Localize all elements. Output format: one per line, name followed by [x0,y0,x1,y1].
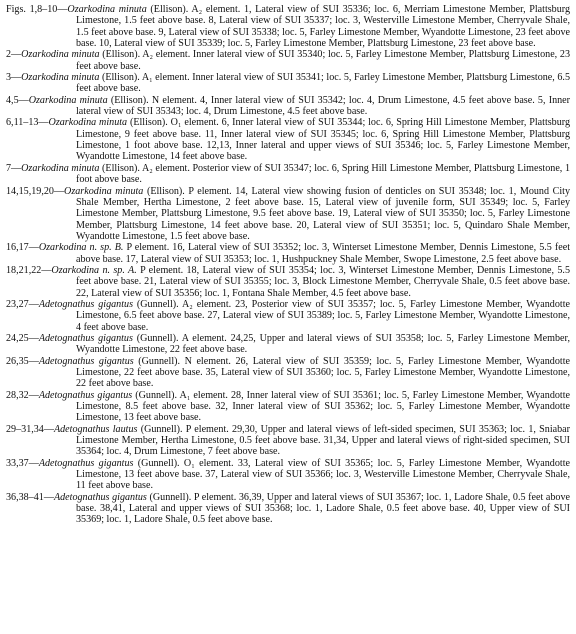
caption-text: (Gunnell). P element. 29,30, Upper and lateral views of left-sided specimen, SUI 35363; loc. 1, Sniabar Limestone Member, Hertha Limestone, 0.5 feet above base. 31,34, Upper and lateral views of right-sided specimen, SUI 35364; loc. 4, Drum Limestone, 7 feet above base. [76,423,571,458]
figure-numbers: 7— [6,162,22,174]
caption-entry-33-37 [6,458,570,492]
caption-entry-18-21-22 [6,265,570,299]
species-name: Ozarkodina n. sp. A. [51,264,137,276]
caption-entry-28-32 [6,390,570,424]
species-name: Adetognathus gigantus [38,355,134,367]
caption-text: (Ellison). A₂ element. Posterior view of SUI 35347; loc. 6, Spring Hill Limestone Member, Plattsburg Limestone, 1 foot above base. [76,162,570,186]
figure-numbers: 6,11–13— [6,117,49,129]
caption-entry-6-11-13 [6,117,570,162]
species-name: Ozarkodina minuta [21,49,100,61]
caption-text: (Gunnell). A element. 24,25, Upper and lateral views of SUI 35358; loc. 5, Farley Limestone Member, Wyandotte Limestone, 22 feet above base. [76,332,570,356]
caption-entry-23-27 [6,299,570,333]
species-name: Ozarkodina minuta [28,94,108,106]
caption-text: (Ellison). N element. 4, Inner lateral view of SUI 35342; loc. 4, Drum Limestone, 4.5 feet above base. 5, Inner lateral view of SUI 35343; loc. 4, Drum Limestone, 4.5 feet above base. [76,94,571,118]
species-name: Adetognathus gigantus [38,298,133,310]
caption-text: (Ellison). A₂ element. Inner lateral view of SUI 35340; loc. 5, Farley Limestone Member, Plattsburg Limestone, 23 feet above base. [76,49,570,72]
caption-text: P element. 16, Lateral view of SUI 35352; loc. 3, Winterset Limestone Member, Dennis Limestone, 5.5 feet above base. 17, Lateral view of SUI 35353; loc. 1, Hushpuckney Shale Member, Swope Limestone, 2.5 feet above base. [76,242,570,265]
caption-text: (Gunnell). A₂ element. 23, Posterior view of SUI 35357; loc. 5, Farley Limestone Member, Wyandotte Limestone, 6.5 feet above base. 27, Lateral view of SUI 35389; loc. 5, Farley Limestone Member, Wyandotte Limestone, 4 feet above base. [76,298,570,333]
figure-numbers: 33,37— [6,457,39,469]
figure-numbers: Figs. 1,8–10— [6,4,68,15]
caption-text: (Gunnell). N element. 26, Lateral view of SUI 35359; loc. 5, Farley Limestone Member, Wyandotte Limestone, 22 feet above base. 35, Lateral view of SUI 35360; loc. 5, Farley Limestone Member, Wyandotte Limestone, 22 feet above base. [76,355,570,390]
caption-text: (Ellison). O₁ element. 6, Inner lateral view of SUI 35344; loc. 6, Spring Hill Limestone Member, Plattsburg Limestone, 9 feet above base. 11, Inner lateral view of SUI 35345; loc. 6, Spring Hill Limestone Member, Plattsburg Limestone, 1 foot above base. 12,13, Inner lateral and upper views of SUI 35346; loc. 5, Farley Limestone Member, Wyandotte Limestone, 14 feet above base. [76,117,570,163]
caption-entry-29-31-34 [6,424,570,458]
species-name: Ozarkodina minuta [21,162,100,174]
caption-entry-26-35 [6,356,570,390]
caption-entry-3 [6,72,570,95]
species-name: Adetognathus gigantus [38,332,133,344]
caption-entry-24-25 [6,333,570,356]
caption-entry-14-15-19-20 [6,186,570,243]
caption-text: (Ellison). A₁ element. Inner lateral view of SUI 35341; loc. 5, Farley Limestone Member, Plattsburg Limestone, 6.5 feet above base. [76,72,570,95]
figure-numbers: 3— [6,72,22,84]
species-name: Ozarkodina minuta [64,185,144,197]
figure-numbers: 28,32— [6,389,39,401]
caption-text: (Gunnell). A₁ element. 28, Inner lateral view of SUI 35361; loc. 5, Farley Limestone Member, Wyandotte Limestone, 8.5 feet above base. 32, Inner lateral view of SUI 35362; loc. 5, Farley Limestone Member, Wyandotte Limestone, 13 feet above base. [76,389,571,424]
caption-text: P element. 18, Lateral view of SUI 35354; loc. 3, Winterset Limestone Member, Dennis Limestone, 5.5 feet above base. 21, Lateral view of SUI 35355; loc. 3, Block Limestone Member, Cherryvale Shale, 0.5 feet above base. 22, Lateral view of SUI 35356; loc. 1, Fontana Shale Member, 4.5 feet above base. [76,264,570,299]
figure-numbers: 14,15,19,20— [6,185,65,197]
figure-numbers: 4,5— [6,94,29,106]
species-name: Ozarkodina minuta [48,117,128,129]
species-name: Ozarkodina n. sp. B. [38,242,124,254]
figure-numbers: 29–31,34— [6,423,54,435]
caption-text: (Gunnell). O₁ element. 33, Lateral view of SUI 35365; loc. 5, Farley Limestone Member, Wyandotte Limestone, 13 feet above base. 37, Lateral view of SUI 35366; loc. 3, Westerville Limestone Member, Cherryvale Shale, 11 feet above base. [76,457,570,492]
species-name: Ozarkodina minuta [67,4,147,15]
species-name: Adetognathus lautus [53,423,138,435]
caption-text: (Ellison). P element. 14, Lateral view showing fusion of denticles on SUI 35348; loc. 1, Mound City Shale Member, Hertha Limestone, 2 feet above base. 15, Lateral view of juvenile form, SUI 35349; loc. 5, Farley Limestone Member, Plattsburg Limestone, 9.5 feet above base. 19, Lateral view of SUI 35350; loc. 5, Farley Limestone Member, Plattsburg Limestone, 14 feet above base. 20, Lateral view of SUI 35351; loc. 5, Quindaro Shale Member, Wyandotte Limestone, 1.5 feet above base. [76,185,570,242]
caption-entry-16-17 [6,242,570,265]
species-name: Adetognathus gigantus [38,389,133,401]
caption-entry-2 [6,49,570,72]
caption-text: (Ellison). A₂ element. 1, Lateral view of SUI 35336; loc. 6, Merriam Limestone Member, Plattsburg Limestone, 1.5 feet above base. 8, Lateral view of SUI 35337; loc. 3, Westerville Limestone Member, Cherryvale Shale, 1.5 feet above base. 9, Lateral view of SUI 35338; loc. 5, Farley Limestone Member, Wyandotte Limestone, 23 feet above base. 10, Lateral view of SUI 35339; loc. 5, Farley Limestone Member, Plattsburg Limestone, 23 feet above base. [76,4,570,50]
figure-numbers: 18,21,22— [6,264,52,276]
caption-entry-7 [6,163,570,186]
figure-numbers: 24,25— [6,332,39,344]
figure-numbers: 36,38–41— [6,491,54,503]
caption-entry-figs-1-8-10 [6,4,570,49]
figure-numbers: 2— [6,49,22,61]
species-name: Adetognathus gigantus [38,457,134,469]
caption-entry-36-38-41 [6,492,570,526]
species-name: Ozarkodina minuta [21,72,100,84]
figure-numbers: 16,17— [6,242,39,254]
figure-numbers: 23,27— [6,298,39,310]
figure-numbers: 26,35— [6,355,39,367]
species-name: Adetognathus gigantus [53,491,147,503]
caption-entry-4-5 [6,95,570,118]
caption-text: (Gunnell). P element. 36,39, Upper and lateral views of SUI 35367; loc. 1, Ladore Shale, 0.5 feet above base. 38,41, Lateral and upper views of SUI 35368; loc. 1, Ladore Shale, 0.5 feet above base. 40, Upper view of SUI 35369; loc. 1, Ladore Shale, 0.5 feet above base. [76,491,571,526]
